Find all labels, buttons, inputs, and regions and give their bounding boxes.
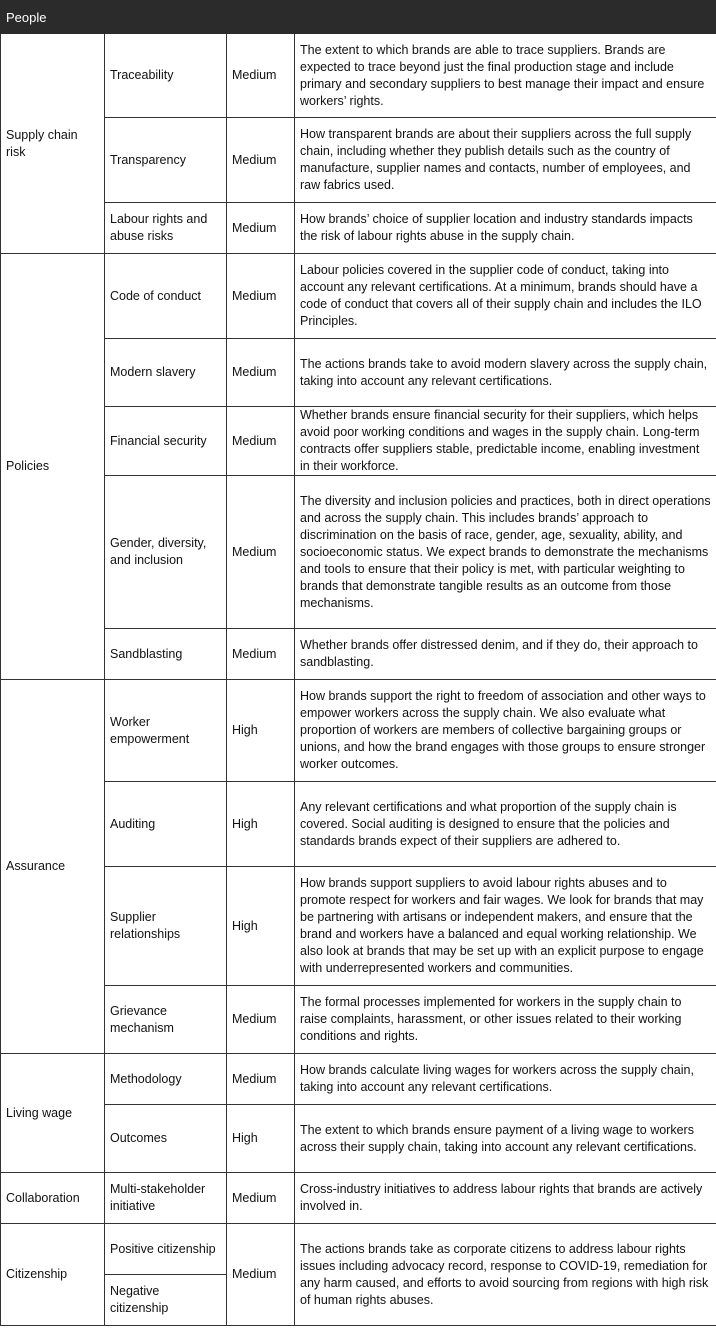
table-row bbox=[1, 867, 716, 986]
table-row bbox=[1, 782, 716, 867]
table-row bbox=[1, 986, 716, 1054]
description-cell: The extent to which brands ensure payment of a living wage to workers across their supply chain, taking into account any relevant certifications. bbox=[295, 1105, 716, 1173]
weight-level-cell: Medium bbox=[227, 339, 295, 407]
subcategory-cell: Worker empowerment bbox=[105, 680, 227, 782]
description-cell: Labour policies covered in the supplier code of conduct, taking into account any relevant certifications. At a minimum, brands should have a code of conduct that covers all of their supply chain and includes the ILO Principles. bbox=[295, 254, 716, 339]
subcategory-cell: Methodology bbox=[105, 1054, 227, 1105]
subcategory-cell: Modern slavery bbox=[105, 339, 227, 407]
subcategory-cell: Supplier relationships bbox=[105, 867, 227, 986]
subcategory-cell: Financial security bbox=[105, 407, 227, 476]
description-cell: Whether brands offer distressed denim, and if they do, their approach to sandblasting. bbox=[295, 629, 716, 680]
subcategory-cell: Sandblasting bbox=[105, 629, 227, 680]
weight-level-cell: Medium bbox=[227, 254, 295, 339]
table-row bbox=[1, 629, 716, 680]
category-cell-supply-chain-risk: Supply chain risk bbox=[1, 34, 105, 254]
subcategory-cell: Code of conduct bbox=[105, 254, 227, 339]
description-cell: How brands’ choice of supplier location and industry standards impacts the risk of labour rights abuse in the supply chain. bbox=[295, 203, 716, 254]
description-cell: How transparent brands are about their suppliers across the full supply chain, including whether they publish details such as the country of manufacture, supplier names and contacts, number of employees, and raw fabrics used. bbox=[295, 118, 716, 203]
section-title: People bbox=[1, 1, 716, 34]
table-row bbox=[1, 118, 716, 203]
weight-level-cell: Medium bbox=[227, 407, 295, 476]
subcategory-cell: Outcomes bbox=[105, 1105, 227, 1173]
weight-level-cell: Medium bbox=[227, 629, 295, 680]
table-row bbox=[1, 339, 716, 407]
weight-level-cell: High bbox=[227, 1105, 295, 1173]
subcategory-cell: Grievance mechanism bbox=[105, 986, 227, 1054]
description-cell: How brands support the right to freedom of association and other ways to empower workers across the supply chain. We also evaluate what proportion of workers are members of collective bargaining groups or unions, and how the brand engages with those groups to ensure stronger worker outcomes. bbox=[295, 680, 716, 782]
table-row bbox=[1, 1105, 716, 1173]
weight-level-cell: Medium bbox=[227, 986, 295, 1054]
description-cell: How brands support suppliers to avoid labour rights abuses and to promote respect for workers and fair wages. We look for brands that may be partnering with artisans or independent makers, and ensure that the brand and workers have a balanced and equal working relationship. We also look at brands that may be set up with an explicit purpose to engage with underrepresented workers and communities. bbox=[295, 867, 716, 986]
weight-level-cell: High bbox=[227, 680, 295, 782]
category-cell-citizenship: Citizenship bbox=[1, 1224, 105, 1326]
table-row bbox=[1, 254, 716, 339]
subcategory-cell: Auditing bbox=[105, 782, 227, 867]
table-row bbox=[1, 680, 716, 782]
description-cell: Any relevant certifications and what proportion of the supply chain is covered. Social auditing is designed to ensure that the policies and standards brands expect of their suppliers are adhered to. bbox=[295, 782, 716, 867]
category-cell-assurance: Assurance bbox=[1, 680, 105, 1054]
weight-level-cell: Medium bbox=[227, 1173, 295, 1224]
weight-level-cell: Medium bbox=[227, 34, 295, 118]
weight-level-cell: High bbox=[227, 867, 295, 986]
subcategory-cell: Positive citizenship bbox=[105, 1224, 227, 1275]
description-cell: The extent to which brands are able to trace suppliers. Brands are expected to trace beyond just the final production stage and include primary and secondary suppliers to best manage their impact and ensure workers’ rights. bbox=[295, 34, 716, 118]
description-cell: The diversity and inclusion policies and practices, both in direct operations and across the supply chain. This includes brands’ approach to discrimination on the basis of race, gender, age, sexuality, ability, and socioeconomic status. We expect brands to demonstrate the mechanisms and tools to ensure that their policy is met, with particular weighting to brands that demonstrate tangible results as an outcome from those mechanisms. bbox=[295, 476, 716, 629]
table-row bbox=[1, 476, 716, 629]
weight-level-cell: Medium bbox=[227, 1224, 295, 1326]
category-cell-collaboration: Collaboration bbox=[1, 1173, 105, 1224]
description-cell: The actions brands take to avoid modern slavery across the supply chain, taking into account any relevant certifications. bbox=[295, 339, 716, 407]
description-cell: How brands calculate living wages for workers across the supply chain, taking into account any relevant certifications. bbox=[295, 1054, 716, 1105]
subcategory-cell: Labour rights and abuse risks bbox=[105, 203, 227, 254]
weight-level-cell: Medium bbox=[227, 118, 295, 203]
table-row bbox=[1, 34, 716, 118]
table-row bbox=[1, 203, 716, 254]
subcategory-cell: Gender, diversity, and inclusion bbox=[105, 476, 227, 629]
weight-level-cell: High bbox=[227, 782, 295, 867]
weight-level-cell: Medium bbox=[227, 203, 295, 254]
table-row bbox=[1, 407, 716, 476]
category-cell-living-wage: Living wage bbox=[1, 1054, 105, 1173]
description-cell: The formal processes implemented for workers in the supply chain to raise complaints, harassment, or other issues related to their working conditions and rights. bbox=[295, 986, 716, 1054]
table-row bbox=[1, 1173, 716, 1224]
table-row bbox=[1, 1054, 716, 1105]
description-cell: The actions brands take as corporate citizens to address labour rights issues including advocacy record, response to COVID-19, remediation for any harm caused, and efforts to avoid sourcing from regions with high risk of human rights abuses. bbox=[295, 1224, 716, 1326]
description-cell: Cross-industry initiatives to address labour rights that brands are actively involved in. bbox=[295, 1173, 716, 1224]
table-header-row bbox=[1, 1, 716, 34]
subcategory-cell: Multi-stakeholder initiative bbox=[105, 1173, 227, 1224]
subcategory-cell: Transparency bbox=[105, 118, 227, 203]
weight-level-cell: Medium bbox=[227, 1054, 295, 1105]
table-row bbox=[1, 1224, 716, 1275]
description-cell: Whether brands ensure financial security for their suppliers, which helps avoid poor working conditions and wages in the supply chain. Long-term contracts offer suppliers stable, predictable income, enabling investment in their workforce. bbox=[295, 407, 716, 476]
weight-level-cell: Medium bbox=[227, 476, 295, 629]
subcategory-cell: Traceability bbox=[105, 34, 227, 118]
subcategory-cell: Negative citizenship bbox=[105, 1275, 227, 1326]
category-cell-policies: Policies bbox=[1, 254, 105, 680]
table-body bbox=[1, 34, 716, 1326]
